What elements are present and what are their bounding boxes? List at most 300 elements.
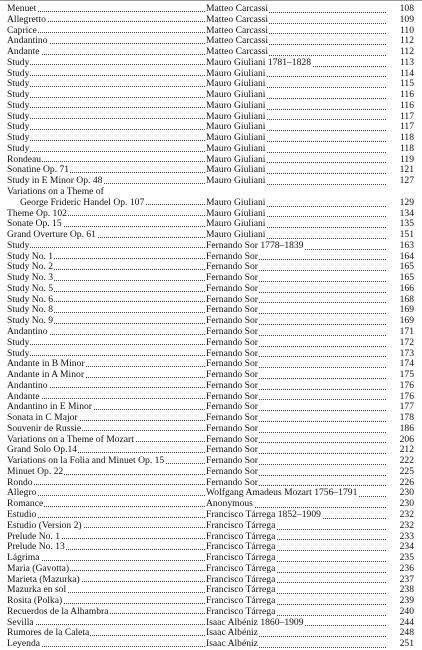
entry-title-text: Andantino [7,380,48,391]
entry-composer-text: Fernando Sor [206,326,258,337]
toc-entry [0,165,422,176]
entry-composer [206,585,386,596]
entry-page-number: 171 [399,325,414,337]
entry-composer [206,219,386,230]
entry-composer [206,112,386,123]
dot-leader [7,483,205,485]
toc-entry [0,176,422,187]
entry-title-text: Study [7,57,30,68]
entry-title [7,4,205,15]
entry-title [7,305,205,316]
entry-title [7,349,205,360]
entry-composer-text: Wolfgang Amadeus Mozart 1756–1791 [206,488,358,499]
entry-page-number: 177 [399,401,414,413]
entry-composer-text: Mauro Giuliani [206,176,266,187]
entry-title-text: Prelude No. 13 [7,542,65,553]
entry-composer-text: Fernando Sor [206,402,258,413]
entry-title [7,327,205,338]
dot-leader [7,150,205,152]
entry-composer-text: Mauro Giuliani [206,111,266,122]
entry-composer-text: Mauro Giuliani [206,79,266,90]
entry-title-text: Study [7,100,30,111]
entry-composer [206,209,386,220]
entry-composer-text: Isaac Albéniz 1860–1909 [206,617,304,628]
entry-composer-text: Fernando Sor [206,348,258,359]
entry-page-number: 135 [399,218,414,230]
entry-composer [206,639,386,650]
toc-entry [0,521,422,532]
entry-page-number: 230 [399,498,414,510]
toc-entry [0,58,422,69]
entry-composer [206,230,386,241]
entry-page-number: 225 [399,465,414,477]
entry-composer-text: Mauro Giuliani [206,90,266,101]
entry-title [7,241,205,252]
entry-composer [206,542,386,553]
entry-title [7,79,205,90]
entry-page-number: 176 [399,390,414,402]
entry-title-text: Caprice [7,25,37,36]
entry-page-number: 233 [399,530,414,542]
entry-composer-text: Matteo Carcassi [206,14,269,25]
entry-page-number: 244 [399,616,414,628]
entry-title-text: Study No. 5 [7,283,54,294]
entry-title-text: Study No. 2 [7,262,54,273]
entry-page-number: 163 [399,239,414,251]
entry-composer-text: Fernando Sor [206,434,258,445]
entry-composer [206,338,386,349]
toc-entry [0,370,422,381]
entry-composer-text: Francisco Tárrega [206,520,276,531]
entry-title-text: Minuet Op. 22 [7,466,64,477]
toc-entry [0,112,422,123]
entry-title-text: Maria (Gavotta) [7,563,70,574]
entry-page-number: 239 [399,595,414,607]
entry-title [7,338,205,349]
toc-entry [0,413,422,424]
entry-title-text: Study [7,133,30,144]
contents-list [0,4,422,650]
entry-page-number: 118 [399,132,414,144]
entry-composer-text: Fernando Sor [206,251,258,262]
entry-composer-text: Francisco Tárrega [206,585,276,596]
entry-composer [206,15,386,26]
entry-composer [206,521,386,532]
toc-entry [0,284,422,295]
entry-title-text: Leyenda [7,639,41,650]
entry-title-text: Recuerdos de la Alhambra [7,606,109,617]
entry-composer-text: Matteo Carcassi [206,36,269,47]
entry-title [7,499,205,510]
entry-title-text: Study No. 9 [7,316,54,327]
toc-entry [0,155,422,166]
entry-title [7,607,205,618]
toc-entry [0,133,422,144]
dot-leader [7,96,205,98]
entry-title-text: Andante in A Minor [7,370,85,381]
entry-title-text: Study [7,111,30,122]
entry-composer-text: Mauro Giuliani [206,230,266,241]
dot-leader [7,128,205,130]
entry-composer [206,273,386,284]
entry-page-number: 134 [399,207,414,219]
entry-title-text: Variations on la Folia and Minuet Op. 15 [7,456,165,467]
entry-page-number: 251 [399,638,414,650]
entry-title-text: Study [7,337,30,348]
entry-composer [206,316,386,327]
entry-page-number: 117 [399,110,414,122]
entry-title [7,370,205,381]
dot-leader [7,623,205,625]
entry-composer [206,198,386,209]
entry-composer-text: Fernando Sor [206,380,258,391]
entry-title [7,273,205,284]
toc-entry [0,241,422,252]
entry-page-number: 116 [399,99,414,111]
toc-entry [0,209,422,220]
toc-entry [0,607,422,618]
entry-composer [206,607,386,618]
entry-title [7,445,205,456]
entry-composer-text: Fernando Sor [206,316,258,327]
entry-page-number: 235 [399,552,414,564]
entry-composer-text: Fernando Sor [206,413,258,424]
entry-page-number: 236 [399,562,414,574]
entry-composer-text: Mauro Giuliani [206,165,266,176]
entry-composer-text: Fernando Sor [206,294,258,305]
entry-title [7,424,205,435]
entry-composer [206,628,386,639]
toc-entry [0,596,422,607]
entry-composer-text: Fernando Sor [206,391,258,402]
toc-entry [0,144,422,155]
entry-title [7,176,205,187]
entry-title [7,467,205,478]
dot-leader [7,117,205,119]
entry-composer-text: Francisco Tárrega [206,531,276,542]
entry-composer [206,252,386,263]
entry-page-number: 169 [399,315,414,327]
entry-title [7,456,205,467]
entry-page-number: 173 [399,347,414,359]
dot-leader [7,106,205,108]
entry-title [7,575,205,586]
toc-entry [0,36,422,47]
entry-composer [206,122,386,133]
toc-entry [0,4,422,15]
toc-entry [0,381,422,392]
entry-title-text: Study [7,143,30,154]
entry-title [7,133,205,144]
entry-title-text: Rondo [7,477,33,488]
entry-title-text: Grand Overture Op. 61 [7,230,96,241]
entry-title [7,209,205,220]
entry-title [7,618,205,629]
entry-page-number: 237 [399,573,414,585]
entry-page-number: 238 [399,584,414,596]
entry-title [7,262,205,273]
toc-entry [0,273,422,284]
entry-composer [206,58,386,69]
entry-composer-text: Fernando Sor [206,305,258,316]
entry-title-text: Study No. 8 [7,305,54,316]
entry-page-number: 206 [399,433,414,445]
entry-composer-text: Mauro Giuliani [206,219,266,230]
entry-composer-text: Fernando Sor [206,337,258,348]
entry-title [7,36,205,47]
entry-composer [206,488,386,499]
toc-entry [0,327,422,338]
entry-title [7,58,205,69]
entry-composer [206,510,386,521]
entry-page-number: 112 [399,35,414,47]
entry-page-number: 121 [399,164,414,176]
entry-page-number: 110 [399,24,414,36]
entry-composer-text: Francisco Tárrega [206,606,276,617]
entry-page-number: 109 [399,13,414,25]
entry-title-text: Souvenir de Russie [7,423,82,434]
entry-composer [206,445,386,456]
toc-entry [0,424,422,435]
entry-title [7,47,205,58]
entry-page-number: 174 [399,358,414,370]
entry-title [7,542,205,553]
entry-title [7,478,205,489]
entry-page-number: 226 [399,476,414,488]
entry-title [7,90,205,101]
toc-entry [0,575,422,586]
entry-title [7,15,205,26]
entry-composer [206,413,386,424]
entry-title [7,435,205,446]
entry-composer [206,144,386,155]
entry-page-number: 165 [399,261,414,273]
entry-title-text: Rondeau [7,154,42,165]
entry-page-number: 117 [399,121,414,133]
toc-entry [0,445,422,456]
entry-composer-text: Fernando Sor [206,477,258,488]
toc-entry [0,618,422,629]
entry-page-number: 232 [399,509,414,520]
entry-composer-text: Mauro Giuliani [206,154,266,165]
entry-page-number: 172 [399,336,414,348]
entry-page-number: 165 [399,272,414,284]
entry-title-text: Sonate Op. 15 [7,219,62,230]
entry-composer [206,4,386,15]
entry-title-text: Study [7,79,30,90]
entry-composer-text: Fernando Sor 1778–1839 [206,240,304,251]
entry-title [7,532,205,543]
toc-entry [0,392,422,403]
entry-composer [206,101,386,112]
entry-title-text: Allegretto [7,14,46,25]
entry-title [7,219,205,230]
entry-title [7,165,205,176]
entry-title [7,488,205,499]
entry-composer-text: Fernando Sor [206,359,258,370]
toc-entry [0,305,422,316]
entry-composer [206,133,386,144]
entry-page-number: 118 [399,142,414,154]
entry-composer-text: Anonymous [206,499,253,510]
entry-title-text: Andante in B Minor [7,359,85,370]
entry-composer-text: Francisco Tárrega [206,563,276,574]
entry-title-text: Estudio (Version 2) [7,520,82,531]
entry-title-text: Theme Op. 102 [7,208,67,219]
entry-page-number: 127 [399,175,414,187]
entry-page-number: 151 [399,229,414,241]
entry-title-text: Andante [7,47,40,58]
entry-composer-text: Matteo Carcassi [206,25,269,36]
entry-composer [206,424,386,435]
entry-composer [206,553,386,564]
entry-composer-text: Mauro Giuliani 1781–1828 [206,57,311,68]
entry-page-number: 175 [399,369,414,381]
entry-page-number: 222 [399,455,414,467]
entry-title-text: Study [7,348,30,359]
entry-title-text: Prelude No. 1 [7,531,61,542]
entry-title-text: Marieta (Mazurka) [7,574,80,585]
toc-entry [0,349,422,360]
entry-title [7,392,205,403]
entry-page-number: 212 [399,444,414,456]
toc-entry [0,467,422,478]
toc-entry [0,262,422,273]
toc-entry [0,639,422,650]
entry-composer-text: Fernando Sor [206,283,258,294]
entry-composer-text: Francisco Tárrega [206,596,276,607]
entry-title-continued [20,198,205,209]
entry-title-text: Variations on a Theme of Mozart [7,434,134,445]
entry-composer [206,596,386,607]
top-edge-rule [0,0,422,2]
entry-page-number: 240 [399,605,414,617]
entry-title [7,381,205,392]
entry-composer [206,155,386,166]
entry-page-number: 176 [399,379,414,391]
entry-title-text: Andantino in E Minor [7,402,93,413]
entry-composer-text: Fernando Sor [206,262,258,273]
entry-composer [206,478,386,489]
entry-title-text: Menuet [7,4,37,14]
entry-composer-text: Francisco Tárrega 1852–1909 [206,510,321,520]
entry-title [7,155,205,166]
entry-page-number: 113 [399,56,414,68]
entry-title [7,521,205,532]
entry-composer [206,69,386,80]
toc-entry [0,456,422,467]
entry-composer-text: Mauro Giuliani [206,100,266,111]
entry-composer [206,402,386,413]
entry-page-number: 168 [399,293,414,305]
entry-title-text: Study [7,122,30,133]
entry-composer [206,241,386,252]
entry-composer [206,176,386,187]
entry-title [7,101,205,112]
entry-page-number: 108 [399,3,414,14]
toc-entry [0,628,422,639]
dot-leader [7,343,205,345]
entry-composer [206,26,386,37]
toc-entry [0,15,422,26]
entry-composer [206,532,386,543]
entry-composer [206,359,386,370]
entry-page-number: 186 [399,422,414,434]
entry-title [7,553,205,564]
entry-page-number: 234 [399,541,414,553]
entry-title [7,510,205,521]
toc-entry [0,26,422,37]
toc-entry [0,553,422,564]
entry-composer-text: Mauro Giuliani [206,143,266,154]
entry-title [7,596,205,607]
toc-entry [0,219,422,230]
entry-title [7,413,205,424]
entry-composer-text: Isaac Albéniz [206,639,258,650]
entry-page-number: 112 [399,46,414,58]
entry-composer-text: Francisco Tárrega [206,574,276,585]
entry-title [7,639,205,650]
entry-composer [206,618,386,629]
entry-page-number: 129 [399,196,414,208]
entry-page-number: 119 [399,153,414,165]
entry-composer-text: Isaac Albéniz [206,628,258,639]
entry-title-text: Estudio [7,510,37,520]
entry-title [7,187,205,198]
entry-composer [206,165,386,176]
entry-title [7,122,205,133]
dot-leader [7,63,205,65]
toc-entry [0,564,422,575]
entry-composer [206,435,386,446]
entry-title [7,112,205,123]
entry-composer [206,499,386,510]
entry-title-text: Andante [7,391,40,402]
entry-title [7,26,205,37]
entry-composer-text: Fernando Sor [206,466,258,477]
entry-title-text: Rosita (Polka) [7,596,63,607]
dot-leader [7,139,205,141]
entry-page-number: 169 [399,304,414,316]
entry-composer [206,381,386,392]
entry-title-text: Variations on a Theme of [7,187,104,198]
entry-title [7,564,205,575]
entry-title [7,252,205,263]
toc-entry [0,359,422,370]
dot-leader [7,74,205,76]
dot-leader [7,354,205,356]
toc-entry [0,122,422,133]
entry-composer-text: Francisco Tárrega [206,553,276,564]
entry-composer-text: Matteo Carcassi [206,47,269,58]
toc-entry [0,90,422,101]
entry-title [7,359,205,370]
entry-title-text: Study [7,240,30,251]
toc-entry [0,187,422,209]
entry-title [7,585,205,596]
toc-entry [0,585,422,596]
entry-composer [206,36,386,47]
entry-page-number: 178 [399,412,414,424]
entry-page-number: 114 [399,67,414,79]
toc-entry [0,478,422,489]
toc-entry [0,295,422,306]
entry-title [7,230,205,241]
entry-title-text: Study [7,68,30,79]
entry-title-text: Andantino [7,326,48,337]
dot-leader [7,85,205,87]
entry-composer-text: Mauro Giuliani [206,122,266,133]
